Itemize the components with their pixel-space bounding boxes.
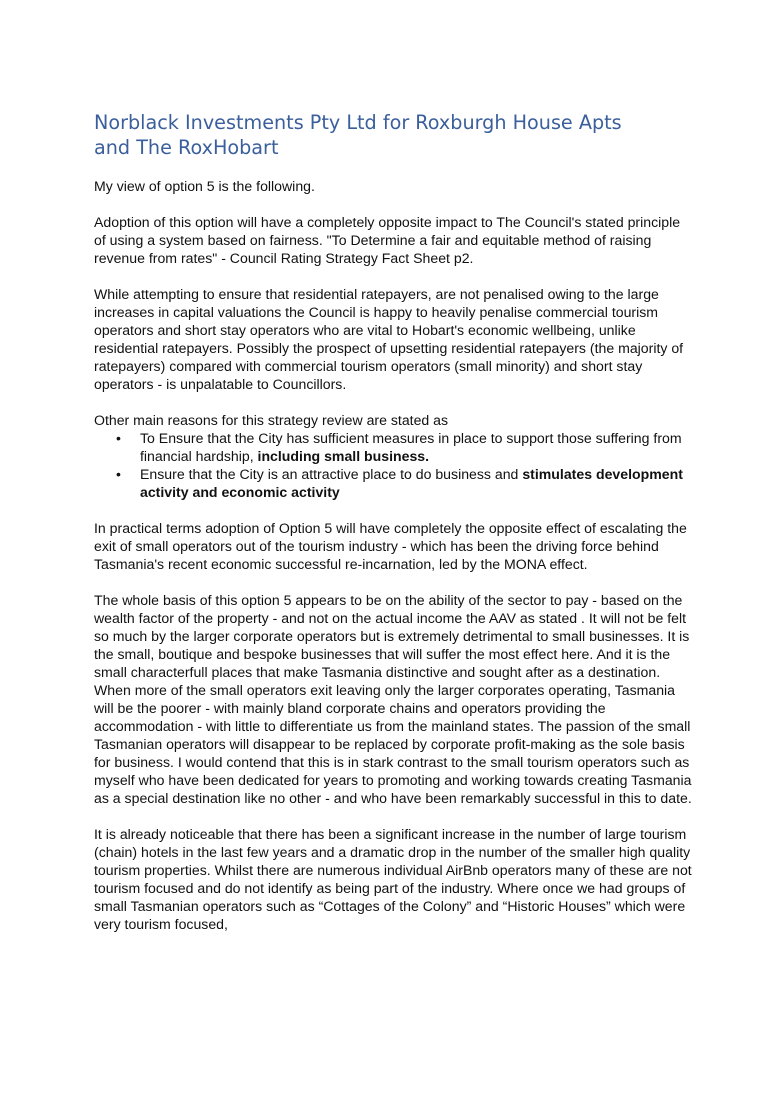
list-item-emphasis: including small business.: [257, 448, 430, 464]
bullet-icon: •: [116, 430, 121, 446]
list-item: [94, 429, 694, 465]
list-item-emphasis: stimulates development activity and economic activity: [140, 466, 683, 500]
paragraph-residential: While attempting to ensure that residential ratepayers, are not penalised owing to the large increases in capital valuations the Council is happy to heavily penalise commercial tourism operators and short stay operators who are vital to Hobart's economic wellbeing, unlike residential ratepayers. Possibly the prospect of upsetting residential ratepayers (the majority of ratepayers) compared with commercial tourism operators (small minority) and short stay operators - is unpalatable to Councillors.: [94, 286, 684, 392]
paragraph-opening: My view of option 5 is the following.: [94, 178, 315, 194]
bullet-icon: •: [116, 466, 121, 482]
paragraph-whole-basis: The whole basis of this option 5 appears to be on the ability of the sector to pay - based on the wealth factor of the property - and not on the actual income the AAV as stated . It will not be felt so much by the larger corporate operators but is extremely detrimental to small businesses. It is the small, boutique and bespoke businesses that will suffer the most effect here. And it is the small characterfull places that make Tasmania distinctive and sought after as a destination. When more of the small operators exit leaving only the larger corporates operating, Tasmania will be the poorer - with mainly bland corporate chains and operators providing the accommodation - with little to differentiate us from the mainland states. The passion of the small Tasmanian operators will disappear to be replaced by corporate profit-making as the sole basis for business. I would contend that this is in stark contrast to the small tourism operators such as myself who have been dedicated for years to promoting and working towards creating Tasmania as a special destination like no other - and who have been remarkably successful in this to date.: [94, 592, 692, 806]
reasons-list: [94, 429, 694, 501]
document-page: [94, 110, 694, 951]
list-item: [94, 465, 694, 501]
document-title: Norblack Investments Pty Ltd for Roxburgh House Apts and The RoxHobart: [94, 111, 622, 159]
list-item-text: To Ensure that the City has sufficient measures in place to support those suffering from financial hardship,: [140, 430, 682, 464]
paragraph-fairness: Adoption of this option will have a completely opposite impact to The Council's stated principle of using a system based on fairness. "To Determine a fair and equitable method of raising revenue from rates" - Council Rating Strategy Fact Sheet p2.: [94, 214, 681, 266]
paragraph-practical-terms: In practical terms adoption of Option 5 will have completely the opposite effect of escalating the exit of small operators out of the tourism industry - which has been the driving force behind Tasmania's recent economic successful re-incarnation, led by the MONA effect.: [94, 520, 687, 572]
paragraph-reasons-intro: Other main reasons for this strategy review are stated as: [94, 412, 449, 428]
paragraph-noticeable-trend: It is already noticeable that there has been a significant increase in the number of large tourism (chain) hotels in the last few years and a dramatic drop in the number of the smaller high quality tourism properties. Whilst there are numerous individual AirBnb operators many of these are not tourism focused and do not identify as being part of the industry. Where once we had groups of small Tasmanian operators such as “Cottages of the Colony” and “Historic Houses” which were very tourism focused,: [94, 826, 692, 932]
list-item-text: Ensure that the City is an attractive place to do business and: [140, 466, 523, 482]
